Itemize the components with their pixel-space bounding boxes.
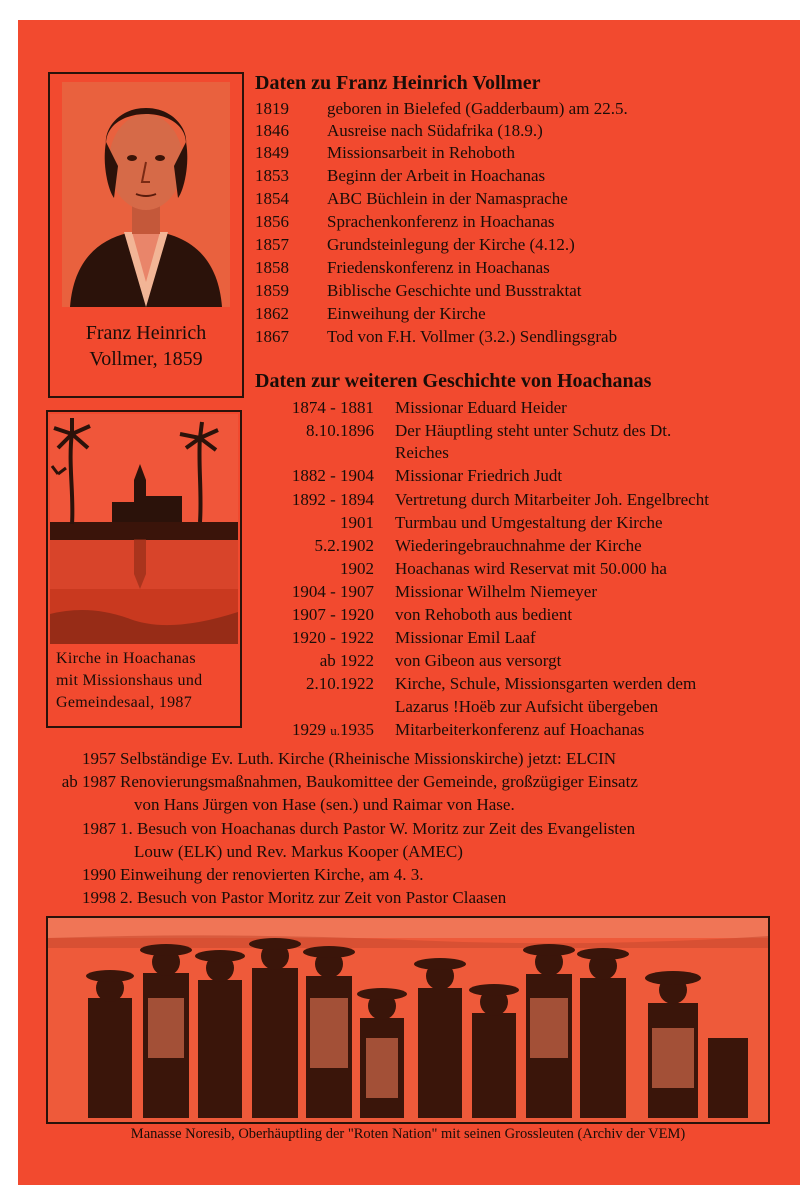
section2-event: Mitarbeiterkonferenz auf Hoachanas	[395, 720, 645, 739]
section2-year: ab 1922	[319, 651, 374, 670]
section2-event: Missionar Wilhelm Niemeyer	[395, 582, 598, 601]
portrait-box	[48, 72, 244, 398]
page-background	[18, 20, 800, 1185]
section2-event: Lazarus !Hoëb zur Aufsicht übergeben	[395, 697, 659, 716]
section1-year: 1857	[255, 235, 289, 254]
section1-year: 1858	[255, 258, 289, 277]
section2-year: 1920 - 1922	[291, 628, 374, 647]
section1-year: 1856	[255, 212, 289, 231]
section3-event: Selbständige Ev. Luth. Kirche (Rheinische Missionskirche) jetzt: ELCIN	[120, 749, 617, 768]
section2-year-start: 1929	[292, 720, 326, 739]
section2-event: Kirche, Schule, Missionsgarten werden dem	[395, 674, 697, 693]
section1-event: Beginn der Arbeit in Hoachanas	[327, 166, 546, 185]
portrait-caption	[50, 320, 242, 372]
section1-year: 1859	[255, 281, 289, 300]
section2-year: 1902	[340, 559, 374, 578]
section2-year: 1882 - 1904	[291, 466, 374, 485]
section3-event: 2. Besuch von Pastor Moritz zur Zeit von Pastor Claasen	[120, 888, 507, 907]
section2-year-connector: u.	[330, 723, 340, 738]
section2-event: Missionar Eduard Heider	[395, 398, 567, 417]
section2-year: 1907 - 1920	[291, 605, 374, 624]
portrait-caption-line1: Franz Heinrich	[85, 322, 207, 344]
section1-year: 1862	[255, 304, 289, 323]
section2-event: Reiches	[395, 443, 449, 462]
section2-year: 1904 - 1907	[291, 582, 374, 601]
section1-year: 1846	[255, 121, 289, 140]
church-caption	[56, 648, 236, 714]
section3-year: 1998	[82, 888, 116, 907]
section1-event: Biblische Geschichte und Busstraktat	[327, 281, 582, 300]
section1-event: Missionsarbeit in Rehoboth	[327, 143, 515, 162]
section1-event: ABC Büchlein in der Namasprache	[327, 189, 568, 208]
section2-year: 1892 - 1894	[291, 490, 374, 509]
portrait-caption-line2: Vollmer, 1859	[89, 348, 203, 370]
section2-event: Turmbau und Umgestaltung der Kirche	[395, 513, 663, 532]
section2-year: 2.10.1922	[306, 674, 374, 693]
section2-event: Der Häuptling steht unter Schutz des Dt.	[395, 421, 672, 440]
section2-year: 1874 - 1881	[291, 398, 374, 417]
vollmer-portrait-image	[62, 82, 230, 307]
section1-year: 1853	[255, 166, 289, 185]
section3-event: 1. Besuch von Hoachanas durch Pastor W. Moritz zur Zeit des Evangelisten	[120, 819, 636, 838]
section2-year: 1901	[340, 513, 374, 532]
group-photo-image	[48, 918, 768, 1122]
section1-event: Friedenskonferenz in Hoachanas	[327, 258, 550, 277]
church-photo-image	[50, 414, 238, 644]
section1-year: 1849	[255, 143, 289, 162]
section2-event: von Rehoboth aus bedient	[395, 605, 573, 624]
section2-year-end: 1935	[340, 720, 374, 739]
section2-event: Vertretung durch Mitarbeiter Joh. Engelbrecht	[395, 490, 709, 509]
group-photo-caption: Manasse Noresib, Oberhäuptling der "Roten Nation" mit seinen Grossleuten (Archiv der VEM)	[130, 1126, 686, 1142]
section1-year: 1819	[255, 99, 289, 118]
section3-event: Louw (ELK) und Rev. Markus Kooper (AMEC)	[134, 842, 463, 861]
section3-event: von Hans Jürgen von Hase (sen.) und Raimar von Hase.	[134, 795, 515, 814]
section3-year: 1957	[82, 749, 116, 768]
section1-event: Tod von F.H. Vollmer (3.2.) Sendlingsgrab	[327, 327, 618, 346]
section1-event: Grundsteinlegung der Kirche (4.12.)	[327, 235, 575, 254]
section3-event: Einweihung der renovierten Kirche, am 4. 3.	[120, 865, 424, 884]
section1-event: Einweihung der Kirche	[327, 304, 486, 323]
group-photo-box	[46, 916, 770, 1124]
section1-event: geboren in Bielefed (Gadderbaum) am 22.5.	[327, 99, 628, 118]
section1-event: Sprachenkonferenz in Hoachanas	[327, 212, 555, 231]
section2-year: 8.10.1896	[306, 421, 374, 440]
section2-event: Missionar Emil Laaf	[395, 628, 536, 647]
church-box	[46, 410, 242, 728]
section2-event: Wiederingebrauchnahme der Kirche	[395, 536, 642, 555]
section1-year: 1867	[255, 327, 289, 346]
section3-event: Renovierungsmaßnahmen, Baukomittee der Gemeinde, großzügiger Einsatz	[120, 772, 638, 791]
section3-year: 1987	[82, 819, 116, 838]
section2-event: Hoachanas wird Reservat mit 50.000 ha	[395, 559, 667, 578]
section1-heading: Daten zu Franz Heinrich Vollmer	[255, 72, 541, 94]
church-caption-line1: Kirche in Hoachanas	[56, 650, 196, 667]
church-caption-line2: mit Missionshaus und	[56, 672, 203, 689]
section2-heading: Daten zur weiteren Geschichte von Hoachanas	[255, 370, 652, 392]
section1-year: 1854	[255, 189, 289, 208]
section2-year	[250, 719, 374, 742]
section3-year: 1990	[82, 865, 116, 884]
section3-year: ab 1987	[61, 772, 116, 791]
church-caption-line3: Gemeindesaal, 1987	[56, 694, 193, 711]
section1-event: Ausreise nach Südafrika (18.9.)	[327, 121, 543, 140]
section2-year: 5.2.1902	[314, 536, 374, 555]
section2-event: von Gibeon aus versorgt	[395, 651, 562, 670]
section2-event: Missionar Friedrich Judt	[395, 466, 563, 485]
